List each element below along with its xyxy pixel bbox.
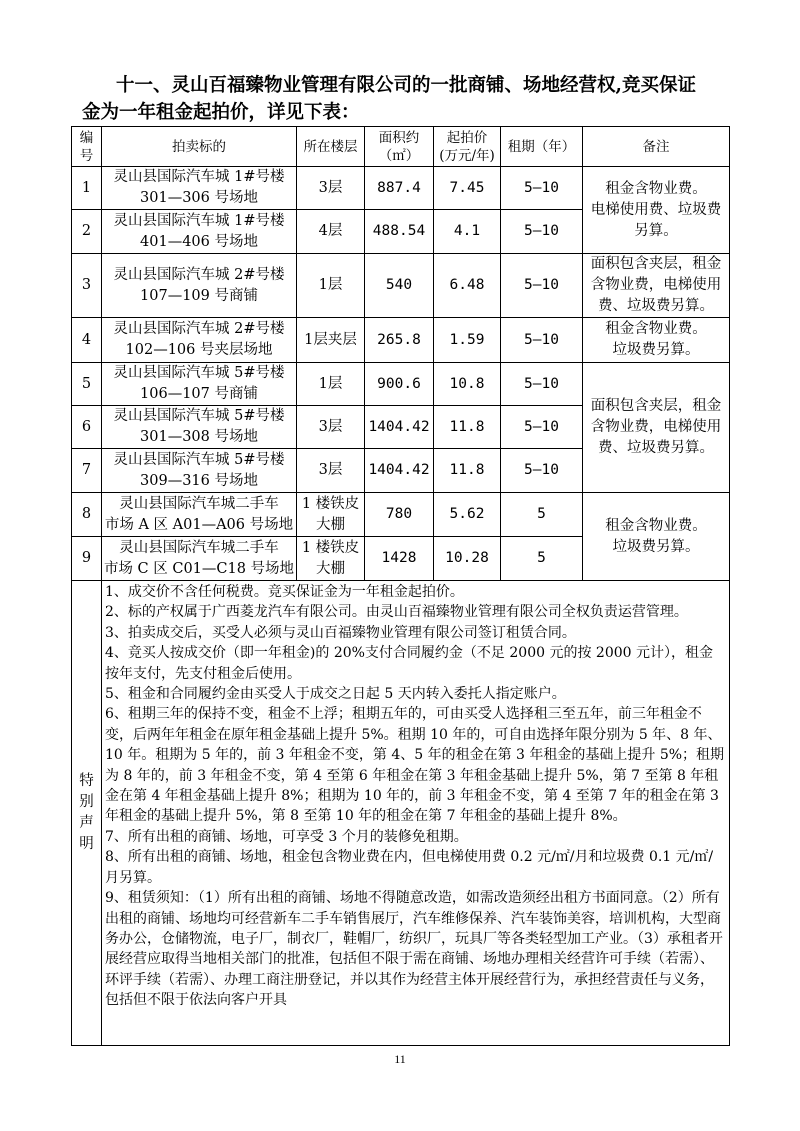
cell-term: 5 [501,493,583,537]
table-row [72,318,730,363]
cell-area: 1428 [365,537,434,581]
cell-remark: 面积包含夹层，租金 含物业费，电梯使用 费、垃圾费另算。 [583,254,730,318]
cell-price: 11.8 [434,449,501,493]
cell-term: 5—10 [501,254,583,318]
cell-area: 1404.42 [365,449,434,493]
cell-price: 5.62 [434,493,501,537]
cell-target: 灵山县国际汽车城 5#号楼 106—107 号商铺 [102,363,297,406]
declaration-item: 3、拍卖成交后，买受人必须与灵山百福臻物业管理有限公司签订租赁合同。 [105,624,576,641]
header-price: 起拍价 (万元/年) [434,127,501,167]
cell-area: 540 [365,254,434,318]
cell-price: 6.48 [434,254,501,318]
declaration-item: 9、租赁须知：（1）所有出租的商铺、场地不得随意改造，如需改造须经出租方书面同意。（2）所有出租的商铺、场地均可经营新车二手车销售展厅，汽车维修保养、汽车装饰美容，培训机构，大型商务办公，仓储物流，电子厂，制衣厂，鞋帽厂，纺织厂，玩具厂等各类轻型加工产业。（3）承租者开展经营应取得当地相关部门的批准，包括但不限于需在商铺、场地办理相关经营许可手续（若需）、环评手续（若需）、办理工商注册登记，并以其作为经营主体开展经营行为，承担经营责任与义务，包括但不限于依法向客户开具 [105,890,723,1009]
heading-line-1: 十一、灵山百福臻物业管理有限公司的一批商铺、场地经营权,竞买保证 [116,75,696,96]
cell-floor: 1 楼铁皮 大棚 [297,537,365,581]
cell-area: 887.4 [365,167,434,210]
header-floor: 所在楼层 [297,127,365,167]
cell-area: 780 [365,493,434,537]
cell-target: 灵山县国际汽车城 5#号楼 301—308 号场地 [102,406,297,449]
header-no: 编 号 [72,127,102,167]
cell-price: 7.45 [434,167,501,210]
declaration-item: 7、所有出租的商铺、场地，可享受 3 个月的装修免租期。 [105,828,468,845]
cell-no: 2 [72,210,102,254]
cell-no: 9 [72,537,102,581]
cell-remark: 租金含物业费。 垃圾费另算。 [583,493,730,581]
cell-floor: 1层 [297,363,365,406]
declaration-item: 6、租期三年的保持不变，租金不上浮；租期五年的，可由买受人选择租三至五年，前三年租金不变，后两年年租金在原年租金基础上提升 5%。租期 10 年的，可自由选择年限分别为 5 年、8 年、10 年。租期为 5 年的，前 3 年租金不变，第 4、5 年的租金在第 3 年租金的基础上提升 5%；租期为 8 年的，前 3 年租金不变，第 4 至第 6 年租金在第 3 年租金基础上提升 5%，第 7 至第 8 年租金在第 4 年租金基础上提升 8%；租期为 10 年的，前 3 年租金不变，第 4 至第 7 年的租金在第 3 年租金的基础上提升 5%，第 8 至第 10 年的租金在第 7 年租金的基础上提升 8%。 [105,706,725,825]
cell-remark: 面积包含夹层，租金 含物业费，电梯使用 费、垃圾费另算。 [583,363,730,493]
cell-target: 灵山县国际汽车城二手车 市场 A 区 A01—A06 号场地 [102,493,297,537]
cell-term: 5—10 [501,167,583,210]
header-term: 租期（年） [501,127,583,167]
table-row [72,167,730,210]
cell-no: 1 [72,167,102,210]
cell-term: 5—10 [501,449,583,493]
page-number: 11 [394,1052,406,1066]
header-remark: 备注 [583,127,730,167]
cell-floor: 3层 [297,449,365,493]
table-row [72,363,730,406]
cell-remark: 租金含物业费。 垃圾费另算。 [583,318,730,363]
declaration-item: 1、成交价不含任何税费。竞买保证金为一年租金起拍价。 [105,584,464,600]
declaration-item: 4、竞买人按成交价（即一年租金)的 20%支付合同履约金（不足 2000 元的按 2000 元计），租金按年支付，先支付租金后使用。 [105,645,713,682]
auction-table [71,126,730,1046]
cell-target: 灵山县国际汽车城二手车 市场 C 区 C01—C18 号场地 [102,537,297,581]
cell-price: 11.8 [434,406,501,449]
cell-no: 5 [72,363,102,406]
table-row [72,493,730,537]
cell-target: 灵山县国际汽车城 2#号楼 107—109 号商铺 [102,254,297,318]
cell-area: 900.6 [365,363,434,406]
cell-term: 5 [501,537,583,581]
cell-floor: 4层 [297,210,365,254]
cell-area: 265.8 [365,318,434,363]
cell-term: 5—10 [501,406,583,449]
cell-no: 4 [72,318,102,363]
cell-price: 4.1 [434,210,501,254]
declaration-item: 8、所有出租的商铺、场地，租金包含物业费在内，但电梯使用费 0.2 元/㎡/月和垃圾费 0.1 元/㎡/月另算。 [105,849,714,886]
cell-area: 1404.42 [365,406,434,449]
cell-price: 10.28 [434,537,501,581]
special-declaration-label: 特 别 声 明 [72,581,102,1046]
cell-no: 7 [72,449,102,493]
cell-floor: 1层夹层 [297,318,365,363]
cell-target: 灵山县国际汽车城 5#号楼 309—316 号场地 [102,449,297,493]
cell-floor: 3层 [297,167,365,210]
heading-line-2: 金为一年租金起拍价，详见下表： [82,102,360,123]
header-target: 拍卖标的 [102,127,297,167]
cell-no: 3 [72,254,102,318]
special-declaration-row [72,581,730,1046]
cell-term: 5—10 [501,210,583,254]
cell-target: 灵山县国际汽车城 2#号楼 102—106 号夹层场地 [102,318,297,363]
special-declaration-text [102,581,730,1046]
cell-term: 5—10 [501,363,583,406]
cell-price: 10.8 [434,363,501,406]
cell-floor: 3层 [297,406,365,449]
cell-area: 488.54 [365,210,434,254]
section-heading [82,72,732,126]
cell-term: 5—10 [501,318,583,363]
table-row [72,254,730,318]
cell-price: 1.59 [434,318,501,363]
cell-remark: 租金含物业费。 电梯使用费、垃圾费 另算。 [583,167,730,254]
cell-target: 灵山县国际汽车城 1#号楼 401—406 号场地 [102,210,297,254]
header-area: 面积约 （㎡） [365,127,434,167]
cell-no: 8 [72,493,102,537]
declaration-item: 2、标的产权属于广西菱龙汽车有限公司。由灵山百福臻物业管理有限公司全权负责运营管理。 [105,604,688,621]
declaration-item: 5、租金和合同履约金由买受人于成交之日起 5 天内转入委托人指定账户。 [105,686,566,703]
cell-floor: 1层 [297,254,365,318]
cell-floor: 1 楼铁皮 大棚 [297,493,365,537]
cell-target: 灵山县国际汽车城 1#号楼 301—306 号场地 [102,167,297,210]
cell-no: 6 [72,406,102,449]
table-header-row [72,127,730,167]
